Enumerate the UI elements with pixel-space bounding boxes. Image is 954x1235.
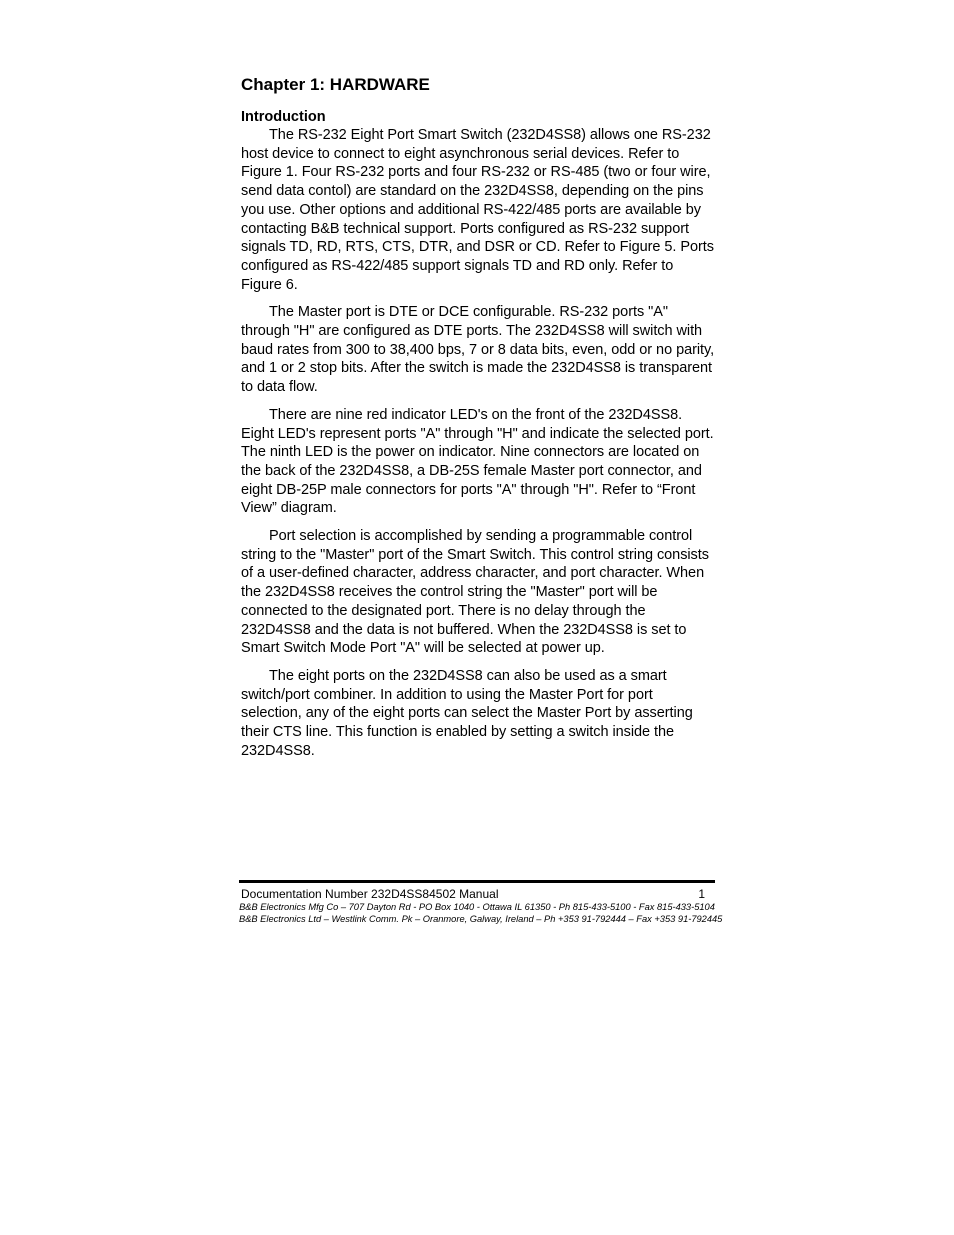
paragraph-5: The eight ports on the 232D4SS8 can also be used as a smart switch/port combiner. In addition to using the Master Port for port selection, any of the eight ports can select the Master Port by asserting their CTS line. This function is enabled by setting a switch inside the 232D4SS8. (241, 667, 693, 759)
page-number: 1 (698, 887, 705, 901)
paragraph-2: The Master port is DTE or DCE configurable. RS-232 ports "A" through "H" are configured as DTE ports. The 232D4SS8 will switch with baud rates from 300 to 38,400 bps, 7 or 8 data bits, even, odd or no parity, and 1 or 2 stop bits. After the switch is made the 232D4SS8 is transparent to data flow. (241, 304, 715, 396)
page-footer (239, 880, 723, 925)
doc-number: Documentation Number 232D4SS84502 Manual (241, 887, 499, 901)
address-us: B&B Electronics Mfg Co – 707 Dayton Rd - PO Box 1040 - Ottawa IL 61350 - Ph 815-433-5100 - Fax 815-433-5104 (239, 902, 715, 912)
page-content (241, 74, 715, 770)
paragraph-4: Port selection is accomplished by sending a programmable control string to the "Master" port of the Smart Switch. This control string consists of a user-defined character, address character, and port character. When the 232D4SS8 receives the control string the "Master" port will be connected to the designated port. There is no delay through the 232D4SS8 and the data is not buffered. When the 232D4SS8 is set to Smart Switch Mode Port "A" will be selected at power up. (241, 528, 709, 657)
paragraph-3: There are nine red indicator LED's on the front of the 232D4SS8. Eight LED's represent ports "A" through "H" and indicate the selected port. The ninth LED is the power on indicator. Nine connectors are located on the back of the 232D4SS8, a DB-25S female Master port connector, and eight DB-25P male connectors for ports "A" through "H". Refer to “Front View” diagram. (241, 406, 714, 517)
paragraph-1: The RS-232 Eight Port Smart Switch (232D4SS8) allows one RS-232 host device to connect to eight asynchronous serial devices. Refer to Figure 1. Four RS-232 ports and four RS-232 or RS-485 (two or four wire, send data contol) are standard on the 232D4SS8, depending on the pins you use. Other options and additional RS-422/485 ports are available by contacting B&B technical support. Ports configured as RS-232 support signals TD, RD, RTS, CTS, DTR, and DSR or CD. Refer to Figure 5. Ports configured as RS-422/485 support signals TD and RD only. Refer to Figure 6. (241, 127, 714, 293)
chapter-title: Chapter 1: HARDWARE (241, 75, 430, 94)
section-title: Introduction (241, 109, 326, 125)
footer-doc-line (239, 887, 715, 901)
footer-divider (239, 880, 715, 883)
address-ie: B&B Electronics Ltd – Westlink Comm. Pk – Oranmore, Galway, Ireland – Ph +353 91-792444 – Fax +353 91-792445 (239, 914, 723, 924)
